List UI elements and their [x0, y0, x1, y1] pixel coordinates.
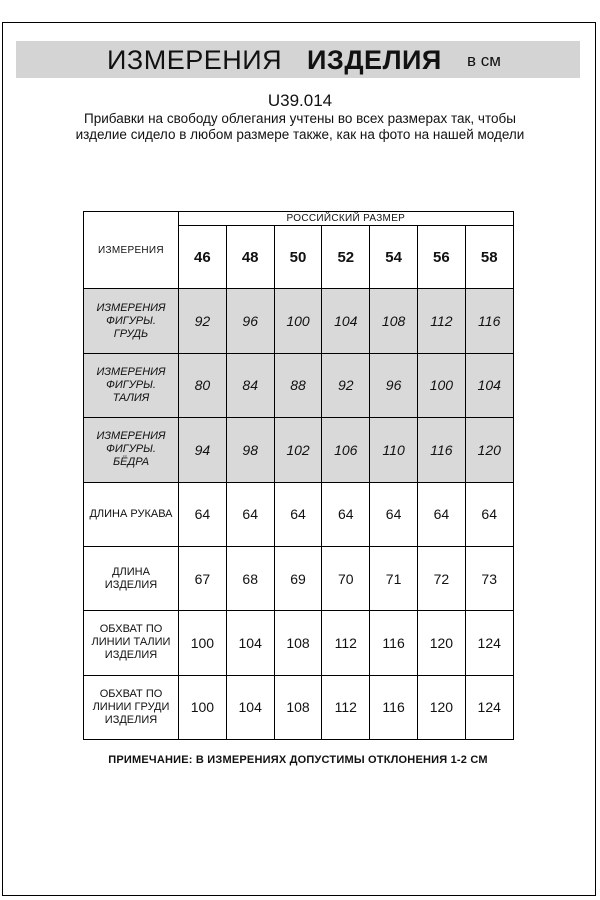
size-header: 48 — [226, 226, 274, 289]
table-cell: 92 — [179, 289, 227, 353]
table-cell: 120 — [417, 675, 465, 739]
table-cell: 106 — [322, 418, 370, 482]
table-cell: 84 — [226, 353, 274, 417]
table-row-hips — [84, 418, 514, 482]
measure-header: ИЗМЕРЕНИЯ — [84, 212, 179, 289]
table-cell: 96 — [370, 353, 418, 417]
table-row-garment-waist — [84, 611, 514, 675]
table-cell: 100 — [274, 289, 322, 353]
table-row-garment-chest — [84, 675, 514, 739]
table-cell: 120 — [465, 418, 513, 482]
row-label: ИЗМЕРЕНИЯ ФИГУРЫ. ГРУДЬ — [84, 289, 179, 353]
table-cell: 104 — [226, 611, 274, 675]
table-cell: 104 — [465, 353, 513, 417]
table-cell: 64 — [417, 482, 465, 546]
table-cell: 112 — [322, 675, 370, 739]
table-cell: 108 — [274, 611, 322, 675]
table-cell: 100 — [417, 353, 465, 417]
size-header: 52 — [322, 226, 370, 289]
table-cell: 70 — [322, 546, 370, 610]
tolerance-note: ПРИМЕЧАНИЕ: В ИЗМЕРЕНИЯХ ДОПУСТИМЫ ОТКЛОНЕНИЯ 1-2 СМ — [108, 754, 488, 766]
table-cell: 68 — [226, 546, 274, 610]
table-cell: 104 — [322, 289, 370, 353]
table-cell: 64 — [179, 482, 227, 546]
table-cell: 94 — [179, 418, 227, 482]
table-cell: 100 — [179, 611, 227, 675]
table-cell: 100 — [179, 675, 227, 739]
row-label: ИЗМЕРЕНИЯ ФИГУРЫ. ТАЛИЯ — [84, 353, 179, 417]
row-label: ОБХВАТ ПО ЛИНИИ ГРУДИ ИЗДЕЛИЯ — [84, 675, 179, 739]
table-cell: 116 — [417, 418, 465, 482]
table-row-length — [84, 546, 514, 610]
table-cell: 92 — [322, 353, 370, 417]
table-cell: 108 — [370, 289, 418, 353]
article-code: U39.014 — [267, 91, 333, 110]
row-label: ОБХВАТ ПО ЛИНИИ ТАЛИИ ИЗДЕЛИЯ — [84, 611, 179, 675]
table-row-chest — [84, 289, 514, 353]
title-product: ИЗДЕЛИЯ — [307, 45, 442, 75]
russian-size-header: РОССИЙСКИЙ РАЗМЕР — [179, 212, 514, 226]
table-row-waist — [84, 353, 514, 417]
table-row-sleeve — [84, 482, 514, 546]
title-measurements: ИЗМЕРЕНИЯ — [107, 45, 283, 75]
table-cell: 67 — [179, 546, 227, 610]
table-cell: 120 — [417, 611, 465, 675]
size-table — [83, 211, 514, 740]
table-cell: 64 — [226, 482, 274, 546]
table-cell: 69 — [274, 546, 322, 610]
table-cell: 98 — [226, 418, 274, 482]
table-cell: 64 — [322, 482, 370, 546]
table-cell: 124 — [465, 675, 513, 739]
table-cell: 116 — [370, 611, 418, 675]
table-cell: 108 — [274, 675, 322, 739]
row-label: ДЛИНА ИЗДЕЛИЯ — [84, 546, 179, 610]
fit-description: Прибавки на свободу облегания учтены во всех размерах так, чтобы изделие сидело в любом размере также, как на фото на нашей модели — [75, 111, 525, 142]
table-cell: 64 — [370, 482, 418, 546]
table-cell: 80 — [179, 353, 227, 417]
size-header: 58 — [465, 226, 513, 289]
table-cell: 116 — [465, 289, 513, 353]
table-cell: 112 — [417, 289, 465, 353]
table-cell: 73 — [465, 546, 513, 610]
table-cell: 112 — [322, 611, 370, 675]
table-cell: 102 — [274, 418, 322, 482]
table-cell: 72 — [417, 546, 465, 610]
row-label: ИЗМЕРЕНИЯ ФИГУРЫ. БЁДРА — [84, 418, 179, 482]
header-row-group — [84, 212, 514, 226]
size-header: 46 — [179, 226, 227, 289]
table-cell: 116 — [370, 675, 418, 739]
size-header: 54 — [370, 226, 418, 289]
size-header: 56 — [417, 226, 465, 289]
title-unit: в см — [467, 51, 501, 70]
size-header: 50 — [274, 226, 322, 289]
table-cell: 124 — [465, 611, 513, 675]
table-cell: 96 — [226, 289, 274, 353]
table-cell: 64 — [274, 482, 322, 546]
table-cell: 104 — [226, 675, 274, 739]
row-label: ДЛИНА РУКАВА — [84, 482, 179, 546]
table-cell: 88 — [274, 353, 322, 417]
table-cell: 110 — [370, 418, 418, 482]
table-cell: 64 — [465, 482, 513, 546]
table-cell: 71 — [370, 546, 418, 610]
